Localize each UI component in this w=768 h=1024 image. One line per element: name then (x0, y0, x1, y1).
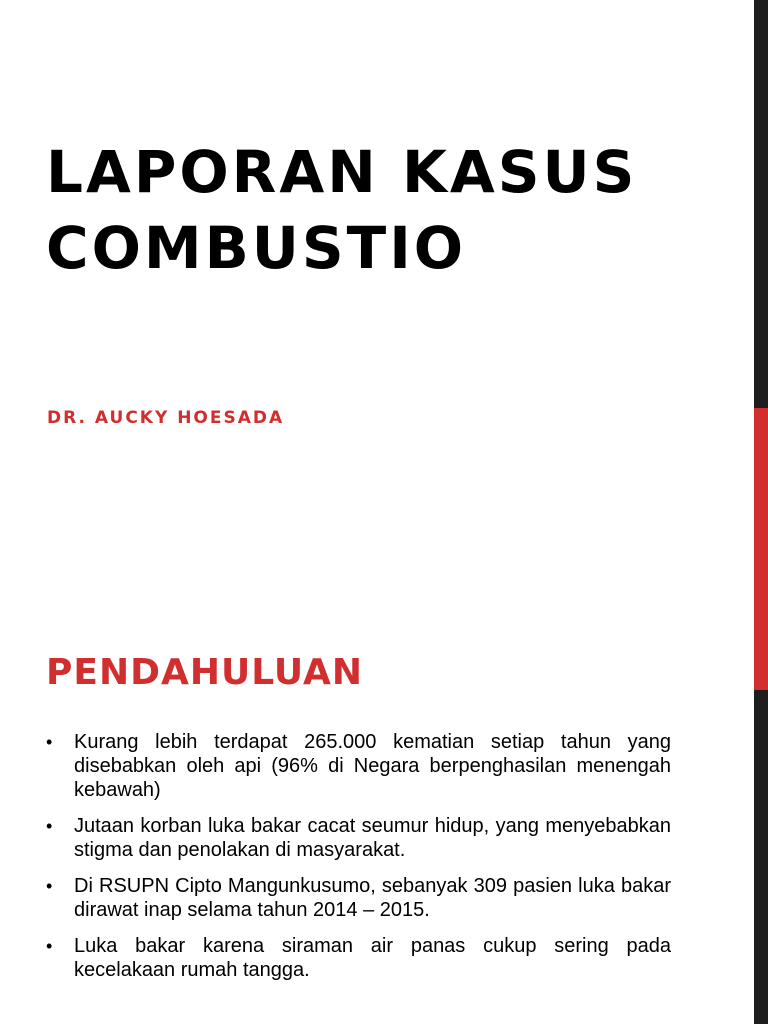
bullet-item (46, 814, 671, 862)
bullet-text: Jutaan korban luka bakar cacat seumur hidup, yang menyebabkan stigma dan penolakan di masyarakat. (74, 815, 671, 861)
bullet-icon: • (46, 816, 53, 836)
right-edge-dark-bar (754, 0, 768, 408)
right-edge-red-bar (754, 408, 768, 690)
bullet-icon: • (46, 876, 53, 896)
bullet-list (46, 730, 671, 994)
bullet-icon: • (46, 936, 53, 956)
bullet-item (46, 934, 671, 982)
slide-title (46, 134, 736, 286)
author-name: DR. AUCKY HOESADA (47, 408, 285, 428)
right-edge-dark-bar-lower (754, 690, 768, 1024)
bullet-icon: • (46, 732, 53, 752)
bullet-item (46, 730, 671, 802)
section-title: PENDAHULUAN (46, 652, 363, 693)
bullet-text: Di RSUPN Cipto Mangunkusumo, sebanyak 309 pasien luka bakar dirawat inap selama tahun 2014 – 2015. (74, 875, 671, 921)
bullet-text: Kurang lebih terdapat 265.000 kematian setiap tahun yang disebabkan oleh api (96% di Negara berpenghasilan menengah kebawah) (74, 731, 671, 801)
bullet-item (46, 874, 671, 922)
bullet-text: Luka bakar karena siraman air panas cukup sering pada kecelakaan rumah tangga. (74, 935, 671, 981)
slide-title-line-1: LAPORAN KASUS (46, 138, 638, 206)
slide-title-line-2: COMBUSTIO (46, 214, 467, 282)
